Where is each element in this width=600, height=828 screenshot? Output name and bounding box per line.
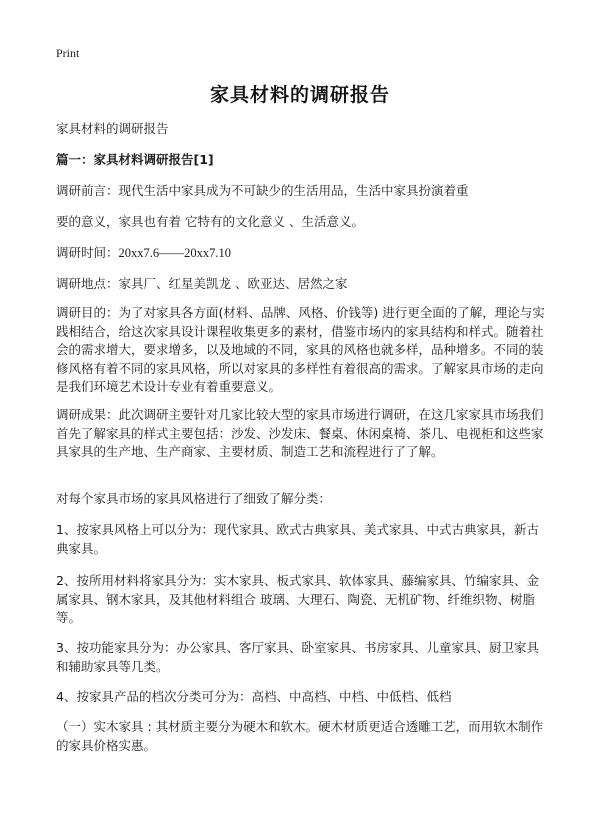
solid-wood-furniture: （一）实木家具 : 其材质主要分为硬木和软木。硬木材质更适合透雕工艺，而用软木制作的家具价格实惠。: [56, 719, 544, 753]
survey-time-value: 20xx7.6——20xx7.10: [118, 246, 232, 260]
preface-line-2: 要的意义，家具也有着 它特有的文化意义 、生活意义。: [56, 214, 364, 229]
classification-item-3: 3、按功能家具分为：办公家具、客厅家具、卧室家具、书房家具、儿童家具、厨卫家具和辅助家具等几类。: [56, 640, 539, 674]
subtitle: 家具材料的调研报告: [56, 121, 169, 136]
survey-time-label: 调研时间：: [56, 245, 119, 260]
page-title: 家具材料的调研报告: [209, 84, 390, 106]
classification-item-1: 1、按家具风格上可以分为：现代家具、欧式古典家具、美式家具、中式古典家具，新古典家具。: [56, 522, 539, 556]
survey-results: 调研成果：此次调研主要针对几家比较大型的家具市场进行调研，在这几家家具市场我们首先了解家具的样式主要包括：沙发、沙发床、餐桌、休闲桌椅、茶几、电视柜和这些家具家具的生产地、生产商家、主要材质、制造工艺和流程进行了了解。: [56, 407, 544, 459]
section-heading: 篇一：家具材料调研报告[1]: [56, 152, 214, 167]
survey-time: [56, 244, 546, 263]
classification-intro: 对每个家具市场的家具风格进行了细致了解分类：: [56, 491, 332, 506]
survey-purpose: 调研目的：为了对家具各方面(材料、品牌、风格、价钱等) 进行更全面的了解，理论与实践相结合，给这次家具设计课程收集更多的素材，借鉴市场内的家具结构和样式。随着社会的需求增大，要求增多，以及地域的不同，家具的风格也就多样，品种增多。不同的装修风格有着不同的家具风格，所以对家具的多样性有着很高的需求。了解家具市场的走向是我们环境艺术设计专业有着重要意义。: [56, 305, 545, 394]
survey-location: 调研地点：家具厂、红星美凯龙 、欧亚达、居然之家: [56, 276, 348, 291]
classification-item-4: 4、按家具产品的档次分类可分为：高档、中高档、中档、中低档、低档: [56, 689, 452, 704]
classification-item-2: 2、按所用材料将家具分为：实木家具、板式家具、软体家具、藤编家具、竹编家具、金属家具、钢木家具，及其他材料组合 玻璃、大理石、陶瓷、无机矿物、纤维织物、树脂等。: [56, 573, 539, 625]
print-label: Print: [56, 46, 80, 60]
preface-line-1: 调研前言：现代生活中家具成为不可缺少的生活用品，生活中家具扮演着重: [56, 183, 469, 198]
